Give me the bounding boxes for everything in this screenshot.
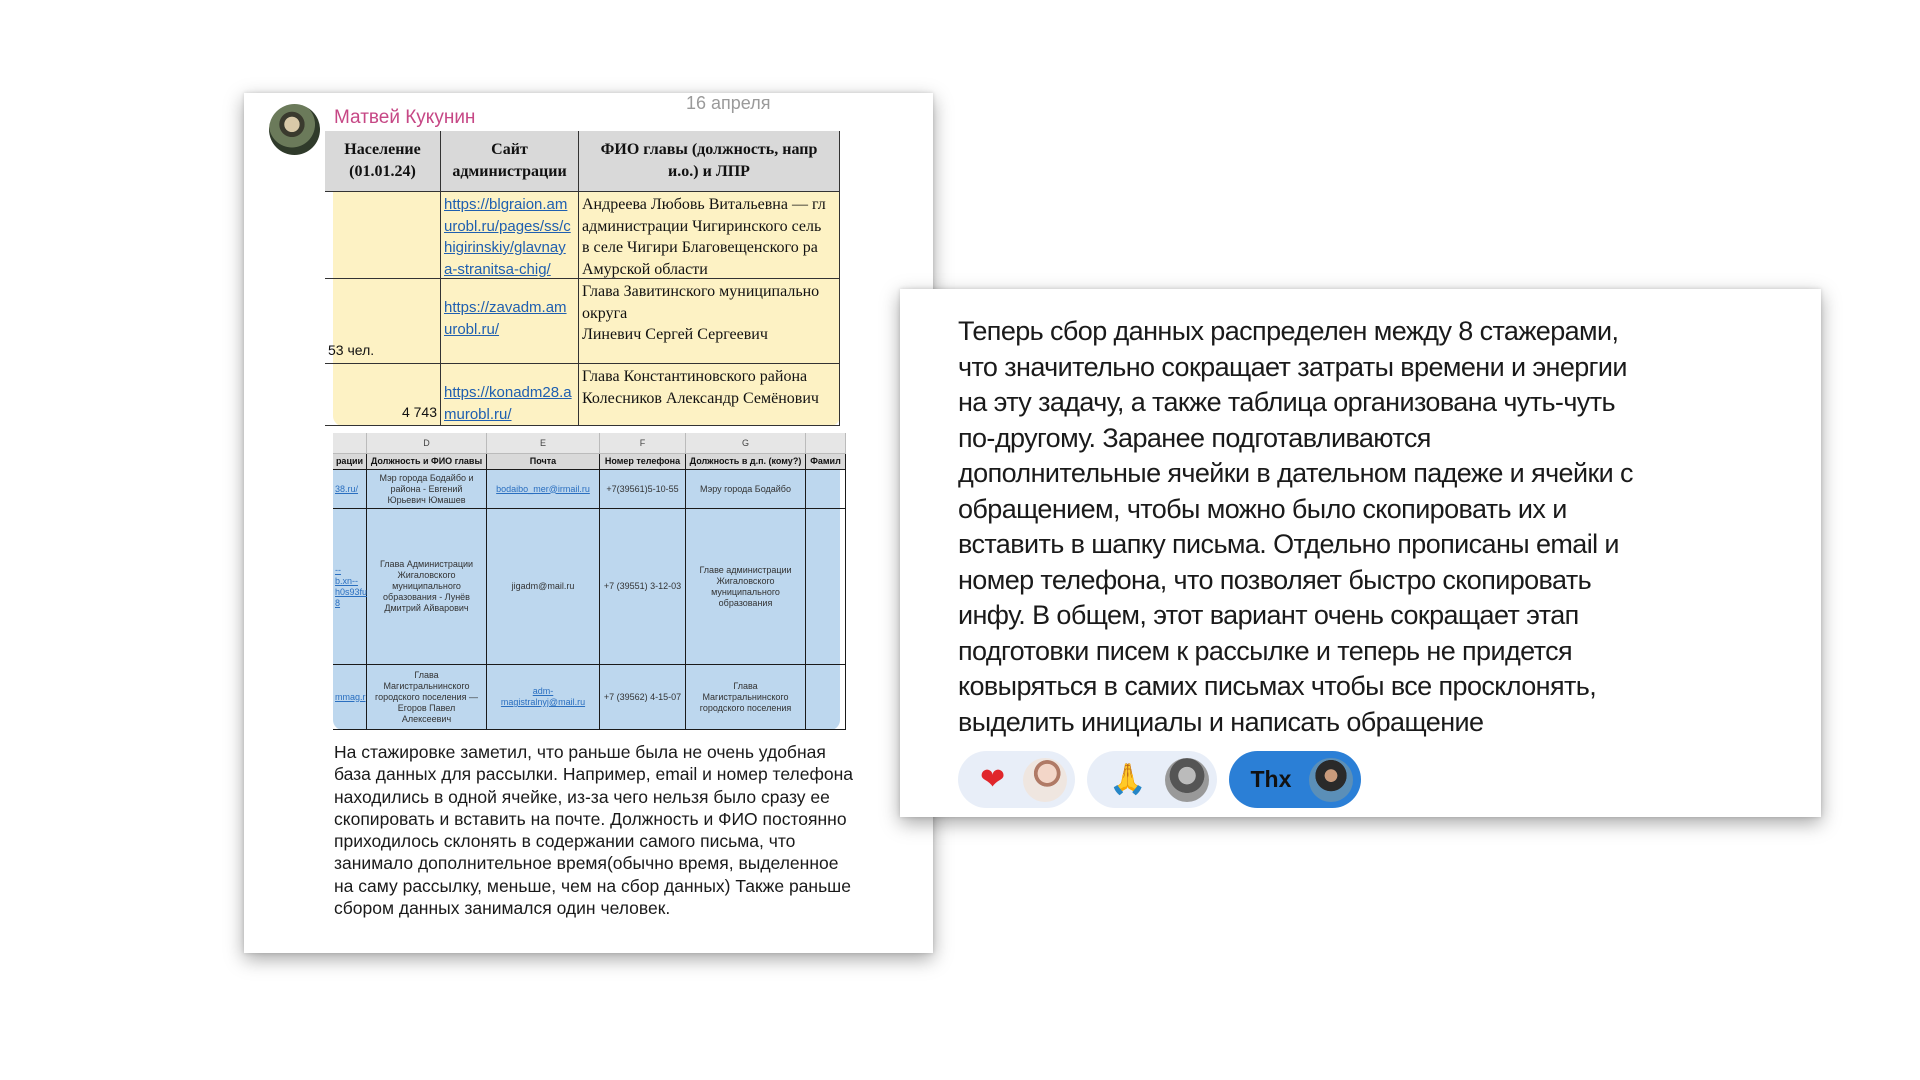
folded-hands-icon: 🙏	[1109, 762, 1147, 796]
table-cell: Главе администрации Жигаловского муниципального образования	[686, 509, 806, 665]
table-header-cell: Почта	[487, 454, 600, 470]
table-header-cell: Номер телефона	[600, 454, 686, 470]
table-cell[interactable]: mmag.r	[333, 665, 367, 730]
table-header-cell: рации	[333, 454, 367, 470]
column-letter: F	[600, 433, 686, 454]
reaction-heart[interactable]	[958, 751, 1075, 808]
table-cell: +7 (39562) 4-15-07	[600, 665, 686, 730]
reply-line: инфу. В общем, этот вариант очень сокращает этап	[958, 600, 1579, 630]
reaction-thx[interactable]	[1229, 751, 1362, 808]
message-text: На стажировке заметил, что раньше была не очень удобная база данных для рассылки. Например, email и номер телефона находились в одной ячейке, из-за чего нельзя было сразу ее скопировать и вставить на почте. Должность и ФИО постоянно приходилось склонять в содержании самого письма, что занимало дополнительное время(обычно время, выделенное на саму рассылку, меньше, чем на сбор данных) Также раньше сбором данных занимался один человек.	[334, 742, 854, 919]
reply-line: на эту задачу, а также таблица организована чуть-чуть	[958, 387, 1615, 417]
column-letter: D	[367, 433, 487, 454]
spreadsheet-screenshot-old[interactable]	[328, 131, 840, 426]
column-letter: G	[686, 433, 806, 454]
email-cell[interactable]: bodaibo_mer@irmail.ru	[487, 470, 600, 509]
table-header-cell: Должность в д.п. (кому?)	[686, 454, 806, 470]
reactions-bar	[958, 751, 1361, 808]
reaction-pray[interactable]	[1087, 751, 1216, 808]
reply-line: номер телефона, что позволяет быстро скопировать	[958, 564, 1592, 595]
reply-line: Теперь сбор данных распределен между 8 стажерами,	[958, 316, 1619, 346]
table-cell: Глава Магистральнинского городского поселения	[686, 665, 806, 730]
reactor-avatar	[1309, 758, 1353, 802]
thx-label: Thx	[1250, 766, 1292, 792]
author-avatar[interactable]	[269, 104, 320, 155]
reply-line: подготовки писем к рассылке и теперь не придется	[958, 635, 1573, 666]
table-cell: Мэру города Бодайбо	[686, 470, 806, 509]
table-header-cell: Фамил	[806, 454, 846, 470]
table-cell: Андреева Любовь Витальевна — гл администрации Чигиринского сель в селе Чигири Благовещенского ра Амурской области	[579, 192, 840, 279]
table-header-cell: Население (01.01.24)	[325, 131, 441, 192]
table-header-cell: Сайт администрации	[441, 131, 579, 192]
table-cell: +7(39561)5-10-55	[600, 470, 686, 509]
table-cell: Глава Администрации Жигаловского муниципального образования - Лунёв Дмитрий Айварович	[367, 509, 487, 665]
reply-line: по-другому. Заранее подготавливаются	[958, 422, 1431, 453]
message-date: 16 апреля	[686, 93, 771, 113]
reactor-avatar	[1023, 758, 1067, 802]
spreadsheet-screenshot-new[interactable]	[333, 433, 840, 730]
reply-card	[900, 289, 1821, 817]
table-cell: Глава Завитинского муниципально округа Линевич Сергей Сергеевич	[579, 279, 840, 364]
reply-text	[958, 314, 1633, 740]
site-link[interactable]: https://konadm28.a murobl.ru/	[441, 364, 579, 426]
table-cell: 4 743	[325, 364, 441, 426]
message-card	[244, 93, 933, 953]
table-header-cell: Должность и ФИО главы	[367, 454, 487, 470]
reply-line: ковыряться в самих письмах чтобы все просклонять,	[958, 671, 1597, 701]
table-cell: +7 (39551) 3-12-03	[600, 509, 686, 665]
column-letter	[333, 433, 367, 454]
reply-line: вставить в шапку письма. Отдельно прописаны email и	[958, 529, 1619, 559]
table-cell[interactable]: -- b.xn-- h0s93fu 8	[333, 509, 367, 665]
email-cell[interactable]: adm- magistralnyj@mail.ru	[487, 665, 600, 730]
table-cell: 53 чел.	[325, 279, 441, 364]
table-cell	[806, 665, 846, 730]
column-letter: E	[487, 433, 600, 454]
heart-icon: ❤	[980, 762, 1006, 796]
reactor-avatar	[1165, 758, 1209, 802]
reply-line: что значительно сокращает затраты времени и энергии	[958, 351, 1627, 382]
site-link[interactable]: https://zavadm.am urobl.ru/	[441, 279, 579, 364]
table-cell	[806, 470, 846, 509]
table-cell: Глава Магистральнинского городского поселения — Егоров Павел Алексеевич	[367, 665, 487, 730]
author-name[interactable]: Матвей Кукунин	[334, 107, 476, 128]
email-cell: jigadm@mail.ru	[487, 509, 600, 665]
reply-line: выделить инициалы и написать обращение	[958, 706, 1484, 737]
reply-line: обращением, чтобы можно было скопировать их и	[958, 493, 1567, 524]
site-link[interactable]: https://blgraion.am urobl.ru/pages/ss/c higirinskiy/glavnay a-stranitsa-chig/	[441, 192, 579, 279]
table-cell[interactable]: 38.ru/	[333, 470, 367, 509]
reply-line: дополнительные ячейки в дательном падеже и ячейки с	[958, 458, 1633, 488]
table-cell	[806, 509, 846, 665]
table-cell: Мэр города Бодайбо и района - Евгений Юрьевич Юмашев	[367, 470, 487, 509]
table-cell: Глава Константиновского района Колесников Александр Семёнович	[579, 364, 840, 426]
table-header-cell: ФИО главы (должность, напр и.о.) и ЛПР	[579, 131, 840, 192]
column-letter	[806, 433, 846, 454]
table-cell	[325, 192, 441, 279]
